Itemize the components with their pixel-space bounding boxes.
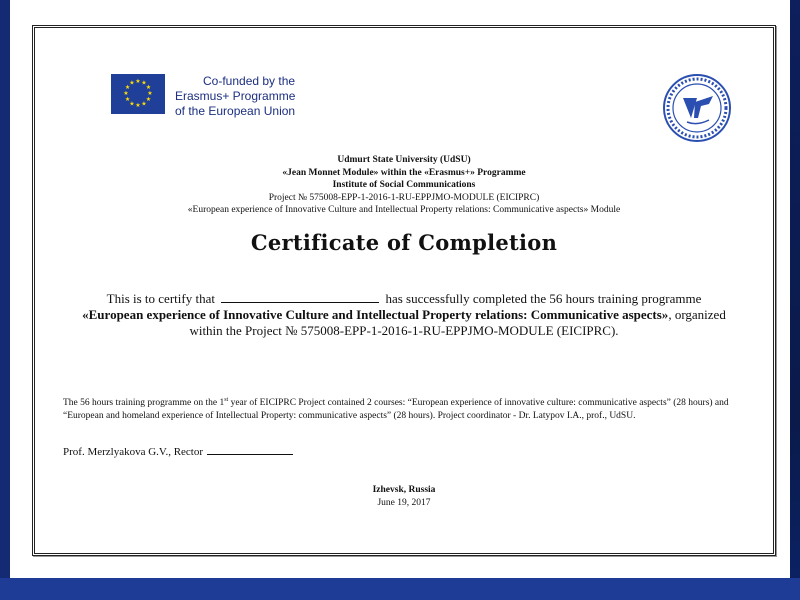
eu-text-line2: Erasmus+ Programme [175, 89, 296, 103]
university-seal-icon [661, 72, 733, 144]
signature-line [207, 444, 293, 455]
svg-text:★: ★ [135, 78, 141, 85]
slide-bottom-bar [0, 578, 800, 600]
svg-text:★: ★ [124, 96, 131, 103]
svg-text:★: ★ [129, 100, 135, 108]
certify-suffix: has successfully completed the 56 hours training programme [385, 291, 702, 306]
eu-flag-logo [111, 74, 165, 114]
eu-text-line1: Co-funded by the [203, 74, 296, 88]
university-name: Udmurt State University (UdSU) [337, 155, 471, 165]
details-part2: year of EICIPRC Project contained 2 courses: “European experience of innovative culture: communicative aspects” (28 hours) and “European and homeland experience of Intellectual Property: communicative aspects” (28 hours). Project coordinator - Dr. Latypov I.A., prof., UdSU. [63, 398, 729, 422]
svg-text:★: ★ [145, 84, 152, 91]
recipient-name-blank [221, 290, 379, 303]
module-line: «Jean Monnet Module» within the «Erasmus+» Programme [282, 167, 526, 178]
eu-cofunded-text [175, 74, 295, 119]
rector-name: Prof. Merzlyakova G.V., Rector [63, 446, 204, 458]
svg-text:★: ★ [145, 96, 152, 103]
svg-text:★: ★ [123, 90, 129, 97]
module-name: «European experience of Innovative Culture and Intellectual Property relations: Communicative aspects» Module [187, 205, 621, 215]
certify-prefix: This is to certify that [106, 291, 215, 306]
organized-text: , organized [668, 307, 726, 322]
details-sup: st [224, 397, 229, 403]
svg-text:★: ★ [147, 90, 153, 97]
certificate-title: Certificate of Completion [250, 230, 558, 255]
certificate [32, 25, 776, 556]
svg-text:★: ★ [124, 84, 131, 91]
slide-canvas [10, 0, 790, 578]
eu-stars-icon [111, 74, 165, 114]
certificate-header [35, 154, 773, 217]
certify-statement [35, 290, 773, 339]
project-number: Project № 575008-EPP-1-2016-1-RU-EPPJMO-MODULE (EICIPRC) [268, 192, 540, 203]
details-part1: The 56 hours training programme on the 1 [63, 398, 225, 409]
svg-text:★: ★ [135, 102, 141, 109]
svg-text:★: ★ [141, 79, 147, 87]
programme-details [63, 394, 753, 423]
slide-left-edge [0, 0, 10, 600]
svg-text:★: ★ [129, 79, 135, 87]
svg-text:★: ★ [141, 100, 147, 108]
issue-date: June 19, 2017 [377, 497, 431, 508]
rector-signature [63, 444, 293, 458]
city: Izhevsk, Russia [372, 485, 436, 495]
programme-name: «European experience of Innovative Culture and Intellectual Property relations: Communicative aspects» [82, 307, 669, 322]
project-line: within the Project № 575008-EPP-1-2016-1-RU-EPPJMO-MODULE (EICIPRC). [189, 323, 619, 338]
place-and-date [35, 484, 773, 509]
eu-text-line3: of the European Union [175, 104, 296, 118]
institute-name: Institute of Social Communications [332, 180, 476, 190]
